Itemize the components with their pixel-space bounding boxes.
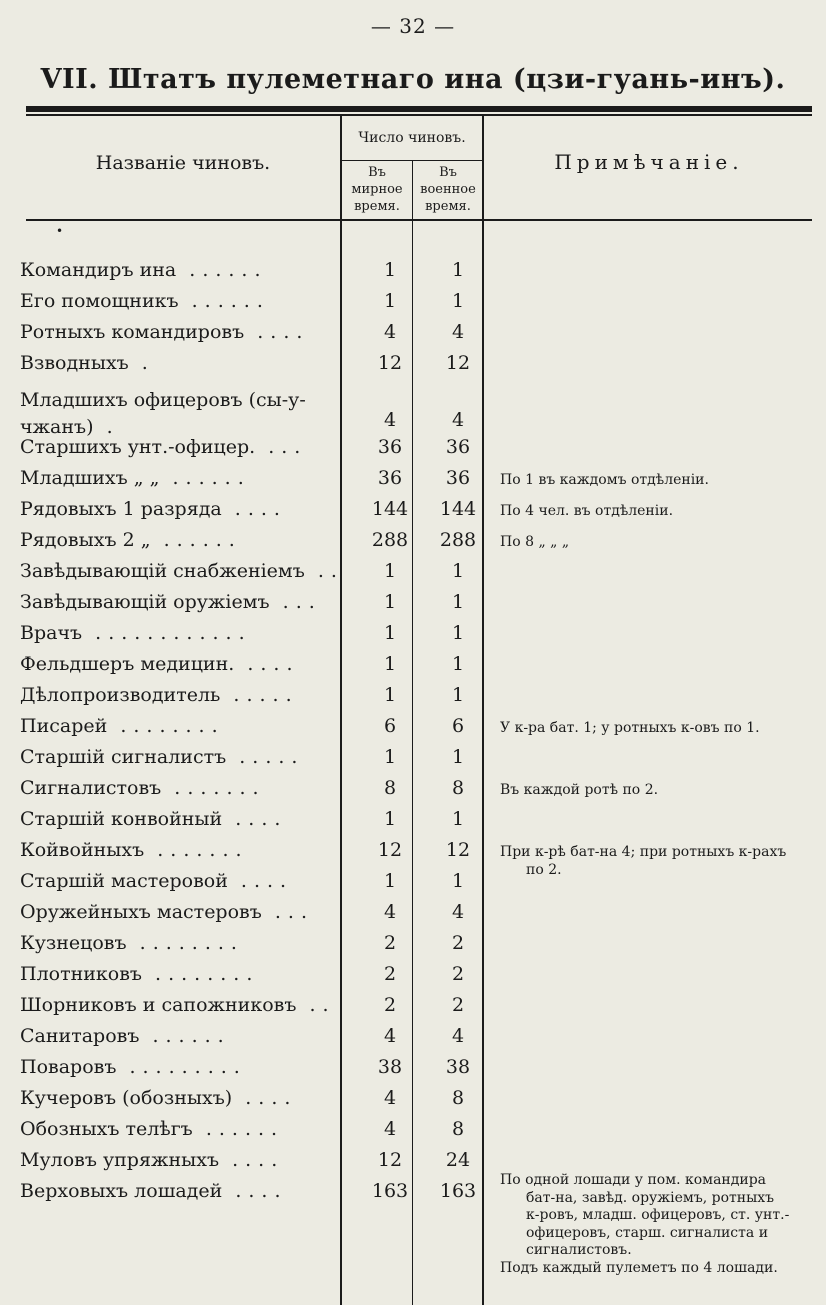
- leader-dots: ....: [222, 808, 288, 830]
- war-count: 8: [451, 1118, 465, 1140]
- leader-dots: ......: [150, 529, 242, 551]
- table-row: [0, 1145, 826, 1175]
- leader-dots: ........: [142, 963, 260, 985]
- header-rule: [26, 219, 812, 221]
- peace-count: 6: [383, 715, 397, 737]
- peace-count: 12: [377, 1149, 403, 1171]
- peace-count: 4: [383, 321, 397, 343]
- war-count: 1: [451, 746, 465, 768]
- war-count: 1: [451, 591, 465, 613]
- rank-name-text: Рядовыхъ 1 разряда: [20, 498, 222, 520]
- peace-count: 4: [383, 409, 397, 431]
- war-count: 4: [451, 409, 465, 431]
- rank-name-text: Шорниковъ и сапожниковъ: [20, 994, 297, 1016]
- rank-name-text: Ротныхъ командировъ: [20, 321, 245, 343]
- war-count: 38: [445, 1056, 471, 1078]
- rank-name-text: Оружейныхъ мастеровъ: [20, 901, 262, 923]
- peace-count: 36: [377, 467, 403, 489]
- rank-name: [20, 259, 338, 281]
- leader-dots: .......: [144, 839, 249, 861]
- war-count: 1: [451, 622, 465, 644]
- row-note: [500, 781, 816, 799]
- table-row: [0, 317, 826, 347]
- war-count: 12: [445, 839, 471, 861]
- table-row: [0, 255, 826, 285]
- war-line-2: военное: [420, 182, 476, 197]
- peace-count: 1: [383, 259, 397, 281]
- war-count: 8: [451, 1087, 465, 1109]
- column-header-peace: [342, 164, 412, 215]
- rank-name-text: Старшій мастеровой: [20, 870, 228, 892]
- rank-name: [20, 321, 338, 343]
- leader-dots: ....: [222, 1180, 288, 1202]
- leader-dots: .........: [116, 1056, 247, 1078]
- peace-count: 288: [371, 529, 409, 551]
- final-note-line: бат-на, завѣд. оружіемъ, ротныхъ: [526, 1189, 775, 1206]
- peace-count: 2: [383, 932, 397, 954]
- peace-count: 1: [383, 684, 397, 706]
- rank-name-text-cont: чжанъ): [20, 416, 94, 438]
- peace-count: 1: [383, 290, 397, 312]
- peace-count: 1: [383, 653, 397, 675]
- table-row: [0, 494, 826, 524]
- table-row: [0, 835, 826, 878]
- rank-name-text: Младшихъ „ „: [20, 467, 160, 489]
- rank-name-text: Кучеровъ (обозныхъ): [20, 1087, 233, 1109]
- rank-name: [20, 529, 338, 551]
- table-row: [0, 1052, 826, 1082]
- peace-count: 1: [383, 870, 397, 892]
- row-note-text: По 4 чел. въ отдѣленіи.: [500, 503, 674, 519]
- peace-count: 38: [377, 1056, 403, 1078]
- rank-name-text: Завѣдывающій снабженіемъ: [20, 560, 305, 582]
- final-note-line: к-ровъ, младш. офицеровъ, ст. унт.-: [526, 1207, 790, 1223]
- table-row: [0, 649, 826, 679]
- table-row: [0, 432, 826, 462]
- leader-dots: .....: [220, 684, 299, 706]
- rank-name: [20, 932, 338, 954]
- rank-name: [20, 1025, 338, 1047]
- rank-name-text: Писарей: [20, 715, 108, 737]
- war-count: 2: [451, 994, 465, 1016]
- rank-name-text: Поваровъ: [20, 1056, 117, 1078]
- row-note-text-cont: по 2.: [526, 862, 562, 878]
- rank-name-text: Верховыхъ лошадей: [20, 1180, 223, 1202]
- leader-dots: ...: [269, 591, 322, 613]
- rank-name-text: Старшихъ унт.-офицер.: [20, 436, 256, 458]
- leader-dots: .: [93, 416, 120, 438]
- rank-name: [20, 290, 338, 312]
- war-count: 1: [451, 870, 465, 892]
- war-count: 8: [451, 777, 465, 799]
- table-row: [0, 990, 826, 1020]
- leader-dots: ....: [219, 1149, 285, 1171]
- rank-name: [20, 870, 338, 892]
- leader-dots: ...: [261, 901, 314, 923]
- peace-count: 12: [377, 352, 403, 374]
- rank-name-text: Койвойныхъ: [20, 839, 145, 861]
- peace-count: 2: [383, 994, 397, 1016]
- table-row: [0, 618, 826, 648]
- leader-dots: ......: [139, 1025, 231, 1047]
- peace-count: 1: [383, 591, 397, 613]
- war-count: 4: [451, 1025, 465, 1047]
- column-header-note: Примѣчаніе.: [554, 150, 744, 174]
- page-title: VII. Штатъ пулеметнаго ина (цзи-гуань-инъ).: [40, 64, 786, 95]
- war-count: 1: [451, 684, 465, 706]
- rank-name: [20, 746, 338, 768]
- table-row: [0, 1021, 826, 1051]
- table-row: [0, 928, 826, 958]
- leader-dots: .: [128, 352, 155, 374]
- rank-name: [20, 839, 338, 861]
- leader-dots: ......: [178, 290, 270, 312]
- title-rule-thin: [26, 114, 812, 116]
- war-count: 1: [451, 808, 465, 830]
- war-count: 1: [451, 259, 465, 281]
- peace-count: 1: [383, 808, 397, 830]
- rank-name-text: Рядовыхъ 2 „: [20, 529, 151, 551]
- leader-dots: ......: [159, 467, 251, 489]
- peace-count: 36: [377, 436, 403, 458]
- title-rule-thick: [26, 106, 812, 112]
- table-row: [0, 525, 826, 555]
- leader-dots: ....: [221, 498, 287, 520]
- rank-name: [20, 467, 338, 489]
- table-row: [0, 680, 826, 710]
- peace-count: 4: [383, 1025, 397, 1047]
- table-row: [0, 556, 826, 586]
- rank-name: [20, 1056, 338, 1078]
- rank-name: [20, 591, 338, 613]
- rank-name-text: Плотниковъ: [20, 963, 143, 985]
- rank-name: [20, 1087, 338, 1109]
- rank-name-text: Врачъ: [20, 622, 83, 644]
- final-note-line: Подъ каждый пулеметъ по 4 лошади.: [500, 1259, 778, 1276]
- peace-count: 4: [383, 1118, 397, 1140]
- war-count: 6: [451, 715, 465, 737]
- rank-name-text: Старшій конвойный: [20, 808, 223, 830]
- war-line-1: Въ: [439, 165, 457, 180]
- rank-name-text: Младшихъ офицеровъ (сы-у-: [20, 389, 306, 411]
- peace-count: 8: [383, 777, 397, 799]
- rank-name: [20, 352, 338, 374]
- peace-count: 1: [383, 622, 397, 644]
- table-row: [0, 804, 826, 834]
- rank-name: [20, 436, 338, 458]
- rank-name-text: Сигналистовъ: [20, 777, 162, 799]
- rank-name-text: Муловъ упряжныхъ: [20, 1149, 220, 1171]
- leader-dots: .....: [226, 746, 305, 768]
- war-count: 144: [439, 498, 477, 520]
- leader-dots: ..: [296, 994, 336, 1016]
- rank-name: [20, 901, 338, 923]
- table-row: [0, 866, 826, 896]
- peace-count: 1: [383, 746, 397, 768]
- leader-dots: ......: [192, 1118, 285, 1140]
- war-count: 4: [451, 901, 465, 923]
- row-note: [500, 533, 816, 551]
- row-note-text: По 8 „ „ „: [500, 534, 570, 550]
- row-note-text: При к-рѣ бат-на 4; при ротныхъ к-рахъ: [500, 844, 787, 860]
- rank-name: [20, 777, 338, 799]
- table-row: [0, 587, 826, 617]
- peace-count: 1: [383, 560, 397, 582]
- table-row: [0, 348, 826, 378]
- rank-name: [20, 653, 338, 675]
- leader-dots: ............: [82, 622, 252, 644]
- leader-dots: ....: [232, 1087, 298, 1109]
- peace-count: 2: [383, 963, 397, 985]
- page-number: — 32 —: [370, 14, 456, 38]
- leader-dots: ...: [255, 436, 308, 458]
- row-note-text: По 1 въ каждомъ отдѣленіи.: [500, 472, 709, 488]
- rank-name-text: Дѣлопроизводитель: [20, 684, 221, 706]
- final-note-line: По одной лошади у пом. командира: [500, 1172, 767, 1188]
- war-count: 288: [439, 529, 477, 551]
- ink-mark: •: [56, 224, 64, 238]
- rank-name: [20, 715, 338, 737]
- war-count: 36: [445, 436, 471, 458]
- row-note-text: Въ каждой ротѣ по 2.: [500, 782, 659, 798]
- table-row: [0, 383, 826, 438]
- final-note-line: сигналистовъ.: [526, 1242, 632, 1258]
- leader-dots: ....: [244, 321, 310, 343]
- rank-name-text: Его помощникъ: [20, 290, 179, 312]
- rank-name-text: Санитаровъ: [20, 1025, 140, 1047]
- row-note: [500, 471, 816, 489]
- column-header-war: [414, 164, 482, 215]
- rank-name: [20, 963, 338, 985]
- rank-name: [20, 498, 338, 520]
- rank-name: [20, 994, 338, 1016]
- rank-name: [20, 684, 338, 706]
- peace-count: 144: [371, 498, 409, 520]
- row-note: [500, 502, 816, 520]
- peace-count: 4: [383, 901, 397, 923]
- peace-count: 4: [383, 1087, 397, 1109]
- table-row: [0, 286, 826, 316]
- rank-name: [20, 1180, 338, 1202]
- final-note-line: офицеровъ, старш. сигналиста и: [526, 1224, 769, 1241]
- table-row: [0, 959, 826, 989]
- leader-dots: .......: [161, 777, 266, 799]
- rank-name-text: Взводныхъ: [20, 352, 129, 374]
- peace-count: 12: [377, 839, 403, 861]
- rank-name-text: Кузнецовъ: [20, 932, 127, 954]
- table-row: [0, 897, 826, 927]
- rank-name-text: Командиръ ина: [20, 259, 177, 281]
- table-row: [0, 742, 826, 772]
- leader-dots: ....: [227, 870, 294, 892]
- rank-name: [20, 1149, 338, 1171]
- column-header-count: Число чиновъ.: [358, 130, 466, 146]
- leader-dots: ....: [234, 653, 300, 675]
- leader-dots: ........: [107, 715, 225, 737]
- peace-line-2: мирное: [351, 182, 403, 197]
- table-row: [0, 773, 826, 803]
- column-header-name: Названіе чиновъ.: [95, 152, 271, 174]
- rank-name: [20, 560, 344, 582]
- table-row: [0, 711, 826, 741]
- table-row: [0, 463, 826, 493]
- war-count: 2: [451, 963, 465, 985]
- war-count: 24: [445, 1149, 471, 1171]
- rank-name: [20, 1118, 338, 1140]
- leader-dots: ..: [304, 560, 344, 582]
- war-count: 1: [451, 653, 465, 675]
- leader-dots: ......: [176, 259, 268, 281]
- rank-name: [20, 622, 338, 644]
- table-row: [0, 1083, 826, 1113]
- war-count: 2: [451, 932, 465, 954]
- war-count: 4: [451, 321, 465, 343]
- table-row: [0, 1114, 826, 1144]
- war-count: 12: [445, 352, 471, 374]
- peace-count: 163: [371, 1180, 409, 1202]
- war-count: 36: [445, 467, 471, 489]
- row-note-text: У к-ра бат. 1; у ротныхъ к-овъ по 1.: [500, 720, 760, 736]
- rank-name: [20, 808, 338, 830]
- rank-name-text: Обозныхъ телѣгъ: [20, 1118, 193, 1140]
- war-line-3: время.: [425, 199, 471, 214]
- peace-line-3: время.: [354, 199, 400, 214]
- peace-line-1: Въ: [368, 165, 386, 180]
- rank-name-text: Старшій сигналистъ: [20, 746, 227, 768]
- final-note: [500, 1172, 812, 1277]
- rank-name-text: Завѣдывающій оружіемъ: [20, 591, 270, 613]
- war-count: 1: [451, 560, 465, 582]
- rank-name-text: Фельдшеръ медицин.: [20, 653, 235, 675]
- war-count: 163: [439, 1180, 477, 1202]
- leader-dots: ........: [126, 932, 244, 954]
- row-note: [500, 719, 816, 737]
- war-count: 1: [451, 290, 465, 312]
